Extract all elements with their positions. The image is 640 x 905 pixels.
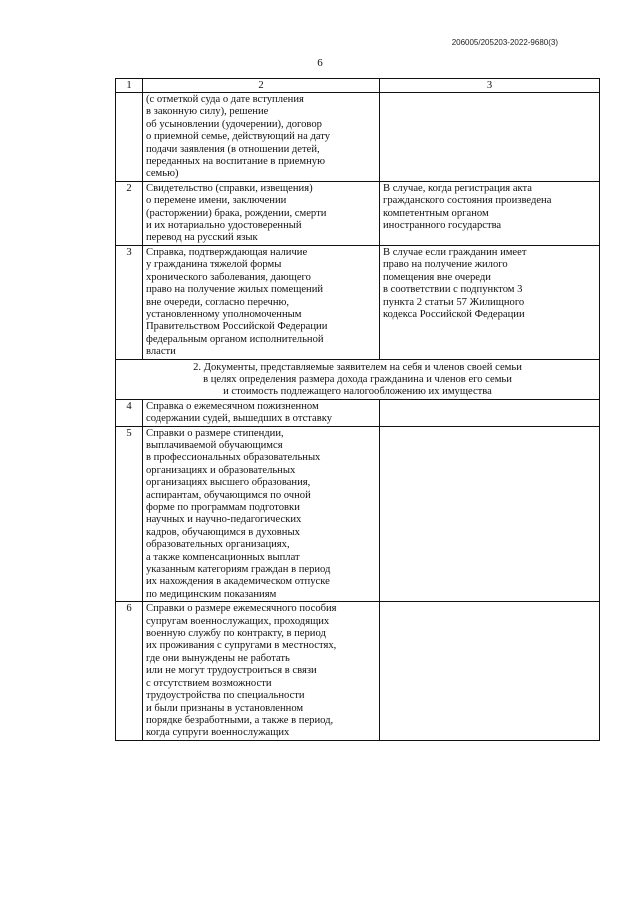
document-line: их нахождения в академическом отпуске <box>146 576 330 588</box>
document-line: вне очереди, согласно перечню, <box>146 296 290 308</box>
condition-note <box>380 181 600 245</box>
document-line: Справки о размере ежемесячного пособия <box>146 603 337 615</box>
section-title-line: в целях определения размера дохода гражданина и членов его семьи <box>203 373 512 385</box>
section-title <box>116 359 600 399</box>
table-body-part-2 <box>116 399 600 740</box>
document-line: Справка о ежемесячном пожизненном <box>146 400 319 412</box>
row-number: 4 <box>116 399 143 426</box>
document-id: 206005/205203-2022-9680(3) <box>451 38 558 47</box>
document-line: организациях высшего образования, <box>146 477 311 489</box>
table-row <box>116 93 600 182</box>
document-line: аспирантам, обучающимся по очной <box>146 489 311 501</box>
document-line: семью) <box>146 168 179 180</box>
document-line: содержании судей, вышедших в отставку <box>146 413 333 425</box>
document-line: кадров, обучающимся в духовных <box>146 526 300 538</box>
table-row <box>116 181 600 245</box>
document-line: власти <box>146 346 176 358</box>
row-number: 3 <box>116 245 143 359</box>
table-row <box>116 602 600 740</box>
document-line: когда супруги военнослужащих <box>146 727 290 739</box>
note-line: помещения вне очереди <box>383 271 491 283</box>
note-line: в соответствии с подпунктом 3 <box>383 284 523 296</box>
note-line: кодекса Российской Федерации <box>383 308 525 320</box>
condition-note <box>380 245 600 359</box>
document-line: научных и научно-педагогических <box>146 514 302 526</box>
document-line: а также компенсационных выплат <box>146 551 300 563</box>
document-description <box>143 602 380 740</box>
document-line: Свидетельство (справки, извещения) <box>146 182 313 194</box>
table-row <box>116 426 600 602</box>
document-line: о перемене имени, заключении <box>146 195 287 207</box>
document-line: подачи заявления (в отношении детей, <box>146 143 320 155</box>
note-line: право на получение жилого <box>383 259 508 271</box>
row-number <box>116 93 143 182</box>
condition-note <box>380 426 600 602</box>
document-line: Правительством Российской Федерации <box>146 321 328 333</box>
document-line: в законную силу), решение <box>146 106 269 118</box>
document-line: установленному уполномоченным <box>146 308 302 320</box>
column-header-2: 2 <box>143 79 380 93</box>
document-description <box>143 93 380 182</box>
documents-table <box>115 78 600 741</box>
condition-note <box>380 602 600 740</box>
note-line: В случае, когда регистрация акта <box>383 182 532 194</box>
document-line: об усыновлении (удочерении), договор <box>146 118 322 130</box>
document-description <box>143 399 380 426</box>
document-line: в профессиональных образовательных <box>146 452 321 464</box>
document-line: организациях и образовательных <box>146 464 296 476</box>
document-line: супругам военнослужащих, проходящих <box>146 615 330 627</box>
document-line: право на получение жилых помещений <box>146 284 324 296</box>
document-line: (с отметкой суда о дате вступления <box>146 94 304 105</box>
column-header-1: 1 <box>116 79 143 93</box>
document-line: у гражданина тяжелой формы <box>146 259 282 271</box>
document-line: их проживания с супругами в местностях, <box>146 640 337 652</box>
row-number: 2 <box>116 181 143 245</box>
document-description <box>143 426 380 602</box>
section-header-row <box>116 359 600 399</box>
document-line: порядке безработными, а также в период, <box>146 714 334 726</box>
document-line: о приемной семье, действующий на дату <box>146 131 331 143</box>
document-line: указанным категориям граждан в период <box>146 564 331 576</box>
document-line: трудоустройства по специальности <box>146 690 305 702</box>
document-description <box>143 181 380 245</box>
condition-note <box>380 399 600 426</box>
document-line: выплачиваемой обучающимся <box>146 439 283 451</box>
section-2 <box>116 359 600 399</box>
section-title-line: 2. Документы, представляемые заявителем на себя и членов своей семьи <box>193 361 522 373</box>
document-line: образовательных организациях, <box>146 539 290 551</box>
document-line: военную службу по контракту, в период <box>146 628 326 640</box>
document-line: хронического заболевания, дающего <box>146 271 311 283</box>
note-line: гражданского состояния произведена <box>383 195 552 207</box>
table-header-row <box>116 79 600 93</box>
document-line: где они вынуждены не работать <box>146 652 290 664</box>
row-number: 5 <box>116 426 143 602</box>
document-line: перевод на русский язык <box>146 232 258 244</box>
condition-note <box>380 93 600 182</box>
note-line: пункта 2 статьи 57 Жилищного <box>383 296 525 308</box>
note-line: иностранного государства <box>383 220 502 232</box>
document-description <box>143 245 380 359</box>
document-line: и их нотариально удостоверенный <box>146 220 302 232</box>
table-body-part-1 <box>116 93 600 360</box>
section-title-line: и стоимость подлежащего налогообложению их имущества <box>223 386 492 398</box>
table-row <box>116 245 600 359</box>
document-line: и были признаны в установленном <box>146 702 304 714</box>
note-line: компетентным органом <box>383 207 489 219</box>
document-line: переданных на воспитание в приемную <box>146 156 325 168</box>
document-line: по медицинским показаниям <box>146 588 277 600</box>
page-number: 6 <box>317 57 323 69</box>
note-line: В случае если гражданин имеет <box>383 246 527 258</box>
document-line: (расторжении) брака, рождении, смерти <box>146 207 327 219</box>
table-row <box>116 399 600 426</box>
document-line: или не могут трудоустроиться в связи <box>146 665 317 677</box>
document-line: Справки о размере стипендии, <box>146 427 284 439</box>
document-line: с отсутствием возможности <box>146 677 272 689</box>
column-header-3: 3 <box>380 79 600 93</box>
document-line: форме по программам подготовки <box>146 502 300 513</box>
row-number: 6 <box>116 602 143 740</box>
document-line: федеральным органом исполнительной <box>146 333 324 345</box>
document-line: Справка, подтверждающая наличие <box>146 246 308 258</box>
